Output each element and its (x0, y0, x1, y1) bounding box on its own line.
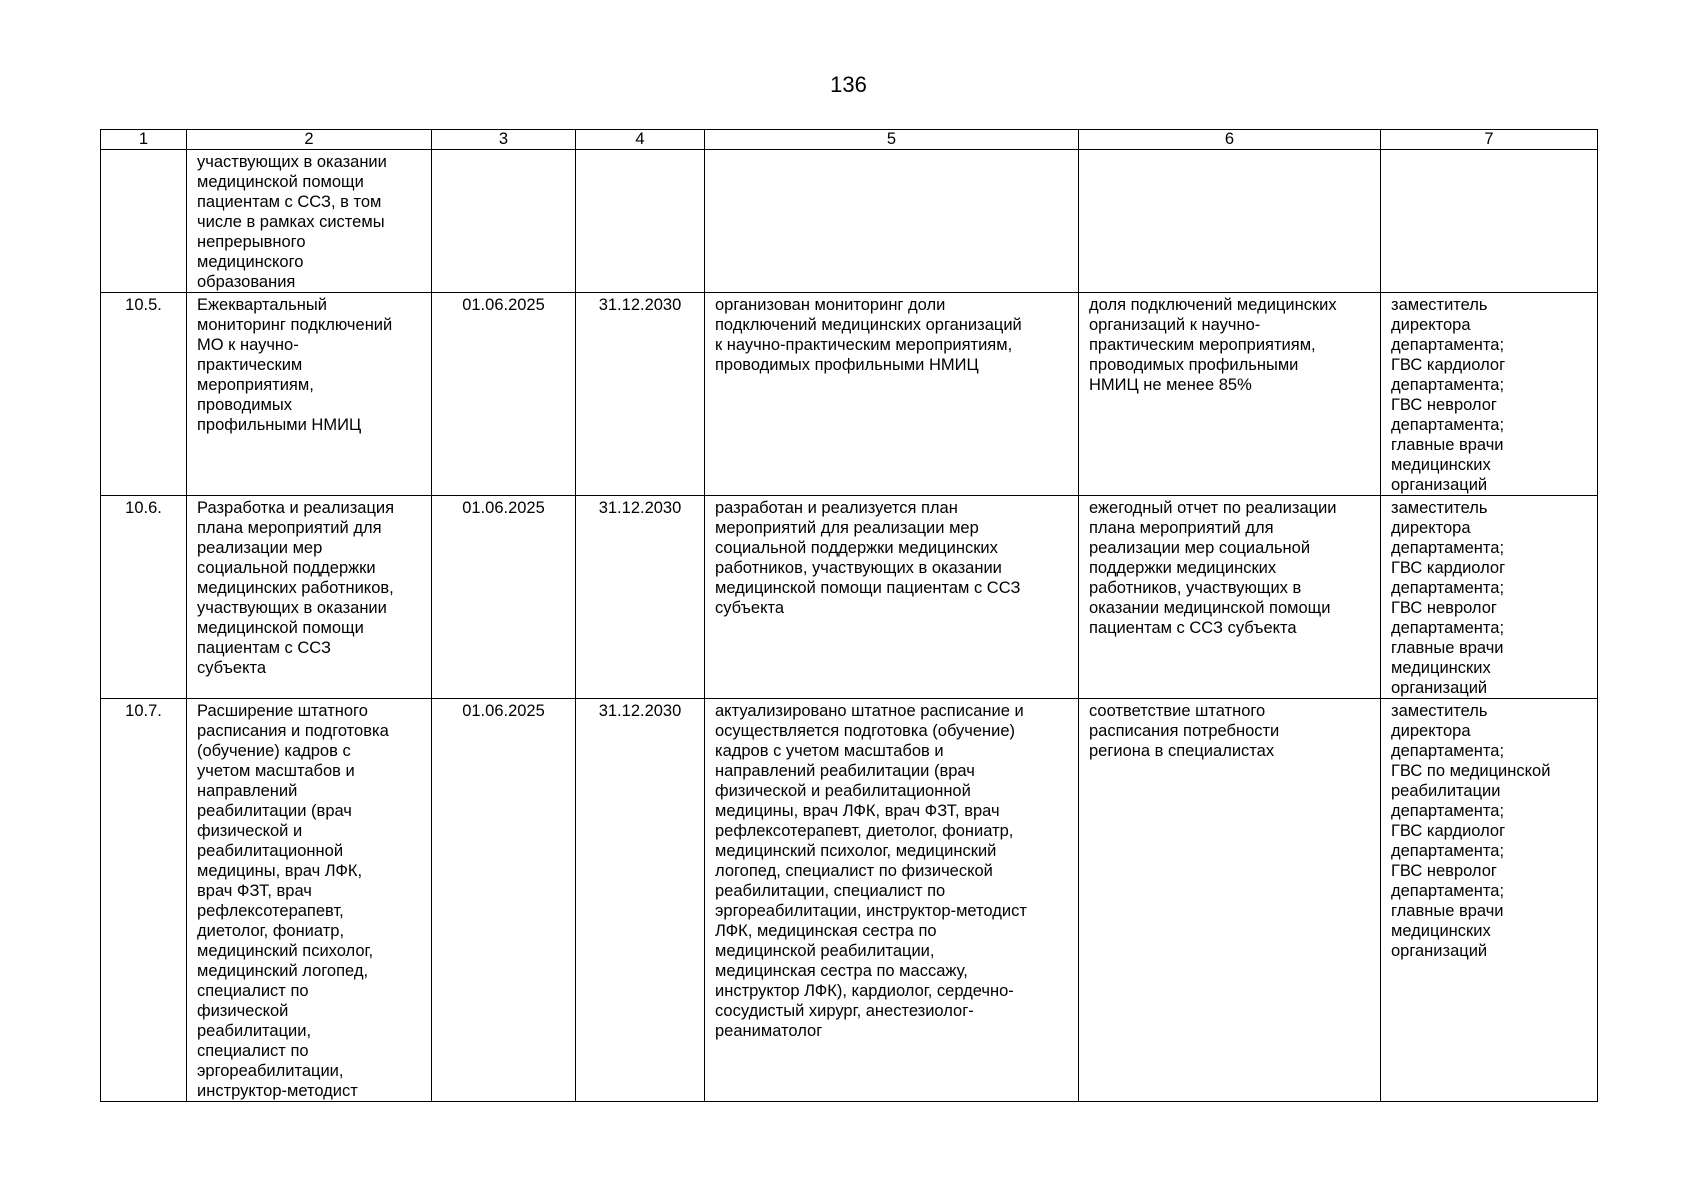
column-header: 3 (432, 130, 576, 150)
event-cell: участвующих в оказании медицинской помощи пациентам с ССЗ, в том числе в рамках системы непрерывного медицинского образования (187, 150, 432, 293)
column-header: 4 (576, 130, 705, 150)
table-row (101, 150, 1598, 293)
column-header: 6 (1079, 130, 1381, 150)
start-date-cell: 01.06.2025 (432, 496, 576, 699)
table-row (101, 496, 1598, 699)
responsible-cell: заместитель директора департамента; ГВС кардиолог департамента; ГВС невролог департамента; главные врачи медицинских организаций (1381, 496, 1598, 699)
end-date-cell: 31.12.2030 (576, 293, 705, 496)
responsible-cell: заместитель директора департамента; ГВС кардиолог департамента; ГВС невролог департамента; главные врачи медицинских организаций (1381, 293, 1598, 496)
end-date-cell: 31.12.2030 (576, 699, 705, 1102)
row-number: 10.7. (101, 699, 187, 1102)
end-date-cell: 31.12.2030 (576, 496, 705, 699)
start-date-cell (432, 150, 576, 293)
table-row (101, 699, 1598, 1102)
result-cell: организован мониторинг доли подключений медицинских организаций к научно-практическим мероприятиям, проводимых профильными НМИЦ (705, 293, 1079, 496)
indicator-cell: ежегодный отчет по реализации плана мероприятий для реализации мер социальной поддержки медицинских работников, участвующих в оказании медицинской помощи пациентам с ССЗ субъекта (1079, 496, 1381, 699)
event-cell: Расширение штатного расписания и подготовка (обучение) кадров с учетом масштабов и направлений реабилитации (врач физической и реабилитационной медицины, врач ЛФК, врач ФЗТ, врач рефлексотерапевт, диетолог, фониатр, медицинский психолог, медицинский логопед, специалист по физической реабилитации, специалист по эргореабилитации, инструктор-методист (187, 699, 432, 1102)
start-date-cell: 01.06.2025 (432, 293, 576, 496)
table-row (101, 293, 1598, 496)
column-header: 5 (705, 130, 1079, 150)
responsible-cell: заместитель директора департамента; ГВС по медицинской реабилитации департамента; ГВС кардиолог департамента; ГВС невролог департамента; главные врачи медицинских организаций (1381, 699, 1598, 1102)
event-cell: Ежеквартальный мониторинг подключений МО к научно- практическим мероприятиям, проводимых профильными НМИЦ (187, 293, 432, 496)
result-cell: актуализировано штатное расписание и осуществляется подготовка (обучение) кадров с учетом масштабов и направлений реабилитации (врач физической и реабилитационной медицины, врач ЛФК, врач ФЗТ, врач рефлексотерапевт, диетолог, фониатр, медицинский психолог, медицинский логопед, специалист по физической реабилитации, специалист по эргореабилитации, инструктор-методист ЛФК, медицинская сестра по медицинской реабилитации, медицинская сестра по массажу, инструктор ЛФК), кардиолог, сердечно- сосудистый хирург, анестезиолог- реаниматолог (705, 699, 1079, 1102)
indicator-cell (1079, 150, 1381, 293)
plan-table (100, 129, 1598, 1102)
responsible-cell (1381, 150, 1598, 293)
column-header: 7 (1381, 130, 1598, 150)
start-date-cell: 01.06.2025 (432, 699, 576, 1102)
indicator-cell: доля подключений медицинских организаций к научно- практическим мероприятиям, проводимых профильными НМИЦ не менее 85% (1079, 293, 1381, 496)
indicator-cell: соответствие штатного расписания потребности региона в специалистах (1079, 699, 1381, 1102)
end-date-cell (576, 150, 705, 293)
result-cell: разработан и реализуется план мероприятий для реализации мер социальной поддержки медицинских работников, участвующих в оказании медицинской помощи пациентам с ССЗ субъекта (705, 496, 1079, 699)
header-row (101, 130, 1598, 150)
column-header: 1 (101, 130, 187, 150)
event-cell: Разработка и реализация плана мероприятий для реализации мер социальной поддержки медицинских работников, участвующих в оказании медицинской помощи пациентам с ССЗ субъекта (187, 496, 432, 699)
row-number: 10.6. (101, 496, 187, 699)
page-number: 136 (830, 72, 867, 97)
row-number (101, 150, 187, 293)
column-header: 2 (187, 130, 432, 150)
result-cell (705, 150, 1079, 293)
row-number: 10.5. (101, 293, 187, 496)
